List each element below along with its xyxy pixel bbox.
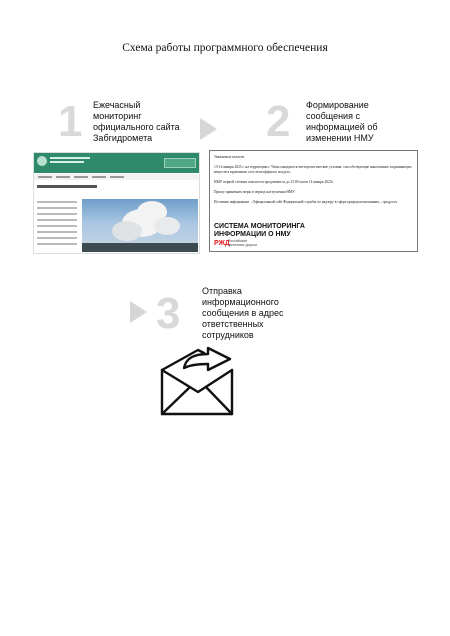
step-3-number: 3: [156, 289, 181, 338]
message-line: Прошу принимать меры в период наступления НМУ.: [214, 190, 296, 194]
step-2-number: 2: [266, 97, 291, 146]
site-sidebar-item: [37, 207, 77, 209]
website-screenshot: [33, 152, 200, 254]
smoke-cloud: [154, 217, 180, 235]
right-triangle-icon: [200, 118, 217, 140]
smoke-cloud: [112, 221, 142, 241]
site-sidebar-item: [37, 237, 77, 239]
site-sidebar-item: [37, 231, 77, 233]
rzd-caption-line: железные дороги: [228, 243, 257, 247]
site-sidebar-item: [37, 201, 77, 203]
city-silhouette: [82, 243, 198, 252]
system-name-line: СИСТЕМА МОНИТОРИНГА: [214, 223, 305, 230]
site-nav-item: [110, 176, 124, 178]
step-3-line: Отправка: [202, 286, 242, 296]
message-line: веществ в приземном слое атмосферного воздуха.: [214, 170, 291, 174]
step-1-line: официального сайта: [93, 122, 180, 132]
page-title: Схема работы программного обеспечения: [122, 42, 328, 54]
site-nav-item: [56, 176, 70, 178]
step-1-text: [93, 100, 180, 144]
site-smoke-photo: [82, 199, 198, 252]
step-3-line: ответственных: [202, 319, 264, 329]
right-triangle-icon: [130, 301, 147, 323]
site-page-heading: [37, 185, 97, 188]
site-nav-item: [74, 176, 88, 178]
step-2-line: информацией об: [306, 122, 378, 132]
system-name-line: ИНФОРМАЦИИ О НМУ: [214, 231, 291, 238]
step-3-line: информационного: [202, 297, 279, 307]
step-2-line: сообщения с: [306, 111, 360, 121]
envelope-send-icon: [160, 346, 236, 416]
site-sidebar-item: [37, 225, 77, 227]
step-1-line: мониторинг: [93, 111, 142, 121]
rzd-caption-line: Российские: [228, 239, 248, 243]
system-name: [214, 223, 305, 239]
step-3-line: сообщения в адрес: [202, 308, 284, 318]
message-preview: [209, 150, 418, 252]
site-header: [34, 153, 199, 173]
step-1-line: Ежечасный: [93, 100, 141, 110]
site-logo-text: [50, 157, 90, 159]
step-1-number: 1: [58, 97, 83, 146]
message-line: НМУ первой степени опасности продлевается до 23:00 часов 14 января 2025г.: [214, 180, 334, 184]
step-2-text: [306, 100, 377, 144]
step-2-line: изменении НМУ: [306, 133, 374, 143]
rzd-caption: [228, 239, 257, 247]
site-sidebar-item: [37, 219, 77, 221]
message-line: Источник информации – Официальный сайт Федеральной службы по надзору в сфере природопользования – rpn.gov.ru: [214, 200, 398, 204]
message-line: Уважаемые коллеги: [214, 155, 245, 159]
step-3-line: сотрудников: [202, 330, 254, 340]
step-2-line: Формирование: [306, 100, 369, 110]
site-nav-item: [92, 176, 106, 178]
site-header-button: [164, 158, 196, 168]
step-3-text: [202, 286, 284, 341]
site-nav-item: [38, 176, 52, 178]
site-sidebar-item: [37, 213, 77, 215]
step-1-line: Забгидромета: [93, 133, 153, 143]
rzd-logo: РЖД: [214, 240, 230, 247]
site-logo-icon: [37, 156, 47, 166]
message-line: 13-14 января 2025 г. на территории г. Читы ожидаются метеорологические условия, способствующие накоплению загрязняющих: [214, 165, 412, 169]
site-sidebar-item: [37, 243, 77, 245]
site-logo-subtext: [50, 161, 84, 163]
